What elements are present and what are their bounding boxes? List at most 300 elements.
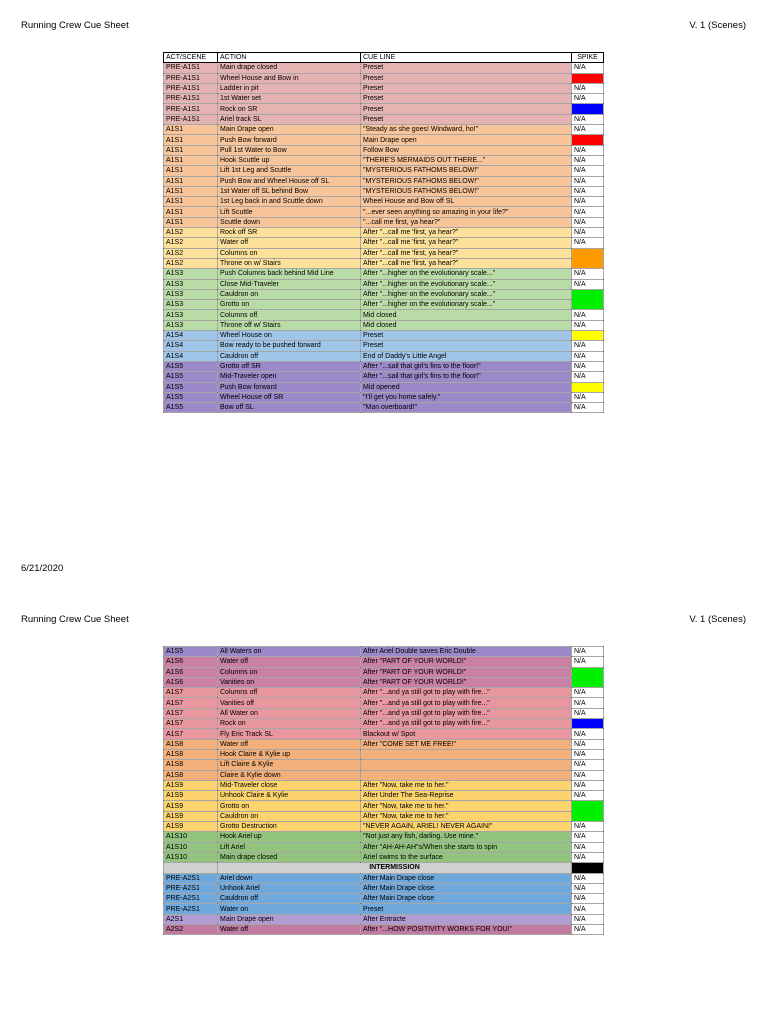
cue-line-cell: Preset: [361, 331, 572, 341]
cue-line-cell: After "...and ya still got to play with fire...": [361, 719, 572, 729]
action-cell: Hook Ariel up: [218, 832, 361, 842]
action-cell: Columns off: [218, 310, 361, 320]
cue-line-cell: After "...and ya still got to play with fire...": [361, 688, 572, 698]
spike-cell: N/A: [572, 749, 604, 759]
spike-cell: N/A: [572, 894, 604, 904]
spike-cell: N/A: [572, 791, 604, 801]
cue-line-cell: Preset: [361, 114, 572, 124]
cue-line-cell: After "Now, take me to her.": [361, 801, 572, 811]
cue-line-cell: "Man overboard!": [361, 403, 572, 413]
scene-cell: PRE-A1S1: [164, 104, 218, 114]
action-cell: Columns on: [218, 248, 361, 258]
scene-cell: PRE-A2S1: [164, 883, 218, 893]
table-row: [164, 258, 604, 268]
scene-cell: A1S8: [164, 739, 218, 749]
scene-cell: A1S1: [164, 145, 218, 155]
spike-cell: [572, 719, 604, 729]
scene-cell: PRE-A2S1: [164, 894, 218, 904]
cue-line-cell: Preset: [361, 341, 572, 351]
scene-cell: A1S5: [164, 372, 218, 382]
action-cell: Water off: [218, 657, 361, 667]
spike-cell: N/A: [572, 361, 604, 371]
page-date: 6/21/2020: [21, 563, 64, 574]
cue-line-cell: "Not just any fish, darling. Use mine.": [361, 832, 572, 842]
scene-cell: A1S7: [164, 698, 218, 708]
spike-cell: [572, 248, 604, 269]
cue-line-cell: "I'll get you home safely.": [361, 392, 572, 402]
action-cell: 1st Leg back in and Scuttle down: [218, 197, 361, 207]
table-row: [164, 739, 604, 749]
cue-line-cell: "...ever seen anything so amazing in your life?": [361, 207, 572, 217]
cue-table-page-2: [163, 646, 604, 935]
spike-cell: N/A: [572, 708, 604, 718]
table-row: [164, 217, 604, 227]
table-row: [164, 176, 604, 186]
cue-line-cell: After "...call me 'first, ya hear?": [361, 228, 572, 238]
table-row: [164, 677, 604, 687]
spike-cell: N/A: [572, 125, 604, 135]
table-row: [164, 719, 604, 729]
action-cell: Lift Scuttle: [218, 207, 361, 217]
header-act-scene: ACT/SCENE: [164, 53, 218, 63]
scene-cell: A1S7: [164, 708, 218, 718]
action-cell: Main drape closed: [218, 63, 361, 73]
scene-cell: A1S4: [164, 351, 218, 361]
table-row: [164, 842, 604, 852]
header-action: ACTION: [218, 53, 361, 63]
scene-cell: PRE-A1S1: [164, 73, 218, 83]
scene-cell: A1S1: [164, 176, 218, 186]
action-cell: Columns off: [218, 688, 361, 698]
spike-cell: N/A: [572, 279, 604, 289]
scene-cell: A1S3: [164, 300, 218, 310]
cue-line-cell: After Main Drape close: [361, 873, 572, 883]
cue-line-cell: [361, 770, 572, 780]
action-cell: Grotto on: [218, 801, 361, 811]
scene-cell: A1S9: [164, 822, 218, 832]
scene-cell: PRE-A1S1: [164, 63, 218, 73]
action-cell: Cauldron off: [218, 894, 361, 904]
scene-cell: A1S9: [164, 811, 218, 821]
spike-cell: [572, 863, 604, 873]
spike-cell: N/A: [572, 207, 604, 217]
cue-line-cell: "MYSTERIOUS FATHOMS BELOW!": [361, 166, 572, 176]
table-row: [164, 320, 604, 330]
action-cell: Push Bow forward: [218, 382, 361, 392]
cue-line-cell: "THERE'S MERMAIDS OUT THERE...": [361, 155, 572, 165]
spike-cell: N/A: [572, 392, 604, 402]
cue-line-cell: After "PART OF YOUR WORLD!": [361, 677, 572, 687]
table-row: [164, 104, 604, 114]
table-row: [164, 197, 604, 207]
action-cell: 1st Water off SL behind Bow: [218, 186, 361, 196]
scene-cell: A1S8: [164, 760, 218, 770]
table-row: [164, 310, 604, 320]
cue-line-cell: After "...sail that girl's fins to the floor!": [361, 361, 572, 371]
spike-cell: N/A: [572, 925, 604, 935]
table-row: [164, 341, 604, 351]
table-row: [164, 647, 604, 657]
action-cell: Wheel House on: [218, 331, 361, 341]
action-cell: Mid-Traveler close: [218, 780, 361, 790]
spike-cell: N/A: [572, 698, 604, 708]
action-cell: Pull 1st Water to Bow: [218, 145, 361, 155]
table-row: [164, 760, 604, 770]
action-cell: All Water on: [218, 708, 361, 718]
scene-cell: A2S2: [164, 925, 218, 935]
table-row: [164, 791, 604, 801]
spike-cell: [572, 104, 604, 114]
spike-cell: N/A: [572, 657, 604, 667]
action-cell: Water off: [218, 238, 361, 248]
cue-line-cell: After "Now, take me to her.": [361, 811, 572, 821]
action-cell: Push Bow forward: [218, 135, 361, 145]
page-header-1: [0, 20, 768, 34]
cue-line-cell: Preset: [361, 73, 572, 83]
spike-cell: N/A: [572, 155, 604, 165]
cue-line-cell: Mid closed: [361, 320, 572, 330]
spike-cell: N/A: [572, 238, 604, 248]
table-row: [164, 145, 604, 155]
spike-cell: [572, 382, 604, 392]
cue-line-cell: Mid closed: [361, 310, 572, 320]
scene-cell: A1S6: [164, 667, 218, 677]
action-cell: Wheel House off SR: [218, 392, 361, 402]
action-cell: Main Drape open: [218, 125, 361, 135]
action-cell: Cauldron on: [218, 811, 361, 821]
cue-line-cell: Wheel House and Bow off SL: [361, 197, 572, 207]
spike-cell: N/A: [572, 873, 604, 883]
sheet-version: V. 1 (Scenes): [689, 614, 746, 625]
action-cell: Grotto off SR: [218, 361, 361, 371]
cue-line-cell: After "PART OF YOUR WORLD!": [361, 667, 572, 677]
action-cell: All Waters on: [218, 647, 361, 657]
spike-cell: N/A: [572, 904, 604, 914]
table-row: [164, 698, 604, 708]
table-header-row: [164, 53, 604, 63]
spike-cell: N/A: [572, 822, 604, 832]
scene-cell: A1S3: [164, 269, 218, 279]
scene-cell: A1S1: [164, 166, 218, 176]
spike-cell: N/A: [572, 197, 604, 207]
spike-cell: N/A: [572, 145, 604, 155]
spike-cell: N/A: [572, 166, 604, 176]
cue-line-cell: Mid opened: [361, 382, 572, 392]
intermission-label: INTERMISSION: [218, 863, 572, 873]
action-cell: Ariel down: [218, 873, 361, 883]
page-header-2: [0, 614, 768, 628]
scene-cell: PRE-A2S1: [164, 904, 218, 914]
cue-line-cell: End of Daddy's Little Angel: [361, 351, 572, 361]
table-row: [164, 372, 604, 382]
action-cell: Push Bow and Wheel House off SL: [218, 176, 361, 186]
scene-cell: A1S2: [164, 248, 218, 258]
action-cell: Vanities off: [218, 698, 361, 708]
scene-cell: A1S1: [164, 186, 218, 196]
table-row: [164, 63, 604, 73]
table-row: [164, 883, 604, 893]
action-cell: Throne on w/ Stairs: [218, 258, 361, 268]
spike-cell: N/A: [572, 341, 604, 351]
spike-cell: N/A: [572, 186, 604, 196]
cue-line-cell: "MYSTERIOUS FATHOMS BELOW!": [361, 186, 572, 196]
scene-cell: A1S10: [164, 852, 218, 862]
action-cell: Ladder in pit: [218, 83, 361, 93]
cue-line-cell: After "...call me 'first, ya hear?": [361, 248, 572, 258]
spike-cell: N/A: [572, 832, 604, 842]
action-cell: Lift 1st Leg and Scuttle: [218, 166, 361, 176]
table-row: [164, 83, 604, 93]
action-cell: Grotto on: [218, 300, 361, 310]
action-cell: Main Drape open: [218, 914, 361, 924]
cue-line-cell: After Main Drape close: [361, 883, 572, 893]
action-cell: Water on: [218, 904, 361, 914]
spike-cell: N/A: [572, 320, 604, 330]
scene-cell: A1S1: [164, 155, 218, 165]
table-row: [164, 801, 604, 811]
scene-cell: A1S1: [164, 135, 218, 145]
scene-cell: A1S2: [164, 238, 218, 248]
scene-cell: A1S1: [164, 125, 218, 135]
action-cell: Water off: [218, 739, 361, 749]
action-cell: Scuttle down: [218, 217, 361, 227]
table-row: [164, 238, 604, 248]
action-cell: 1st Water set: [218, 94, 361, 104]
table-row: [164, 300, 604, 310]
scene-cell: A1S1: [164, 197, 218, 207]
spike-cell: N/A: [572, 94, 604, 104]
action-cell: Columns on: [218, 667, 361, 677]
spike-cell: N/A: [572, 647, 604, 657]
scene-cell: A1S2: [164, 258, 218, 268]
cue-line-cell: After Entracte: [361, 914, 572, 924]
table-row: [164, 780, 604, 790]
cue-line-cell: "MYSTERIOUS FATHOMS BELOW!": [361, 176, 572, 186]
spike-cell: N/A: [572, 403, 604, 413]
scene-cell: A1S7: [164, 719, 218, 729]
spike-cell: N/A: [572, 729, 604, 739]
spike-cell: N/A: [572, 228, 604, 238]
scene-cell: A1S4: [164, 331, 218, 341]
table-row: [164, 351, 604, 361]
spike-cell: N/A: [572, 760, 604, 770]
scene-cell: A1S3: [164, 279, 218, 289]
action-cell: Rock off SR: [218, 228, 361, 238]
spike-cell: N/A: [572, 688, 604, 698]
table-row: [164, 770, 604, 780]
table-row: [164, 155, 604, 165]
spike-cell: N/A: [572, 351, 604, 361]
scene-cell: A1S9: [164, 791, 218, 801]
table-row: [164, 925, 604, 935]
scene-cell: A1S3: [164, 320, 218, 330]
spike-cell: N/A: [572, 852, 604, 862]
action-cell: Rock on: [218, 719, 361, 729]
table-row: [164, 207, 604, 217]
cue-line-cell: After "...higher on the evolutionary scale...": [361, 269, 572, 279]
scene-cell: A1S3: [164, 310, 218, 320]
action-cell: Lift Claire & Kylie: [218, 760, 361, 770]
cue-line-cell: "...call me first, ya hear?": [361, 217, 572, 227]
cue-line-cell: After "...sail that girl's fins to the floor!": [361, 372, 572, 382]
table-row: [164, 248, 604, 258]
table-row: [164, 186, 604, 196]
spike-cell: N/A: [572, 114, 604, 124]
action-cell: Ariel track SL: [218, 114, 361, 124]
header-spike: SPIKE: [572, 53, 604, 63]
scene-cell: A1S3: [164, 289, 218, 299]
scene-cell: A1S8: [164, 770, 218, 780]
spike-cell: N/A: [572, 780, 604, 790]
cue-line-cell: Ariel swims to the surface: [361, 852, 572, 862]
cue-line-cell: After "...call me 'first, ya hear?": [361, 258, 572, 268]
table-row: [164, 392, 604, 402]
table-row: [164, 73, 604, 83]
scene-cell: A1S6: [164, 677, 218, 687]
spike-cell: N/A: [572, 217, 604, 227]
sheet-title: Running Crew Cue Sheet: [21, 614, 129, 625]
spike-cell: N/A: [572, 83, 604, 93]
cue-line-cell: After "...and ya still got to play with fire...": [361, 708, 572, 718]
spike-cell: N/A: [572, 63, 604, 73]
cue-line-cell: After "PART OF YOUR WORLD!": [361, 657, 572, 667]
spike-cell: [572, 289, 604, 310]
action-cell: Hook Scuttle up: [218, 155, 361, 165]
cue-line-cell: After Under The Sea-Reprise: [361, 791, 572, 801]
table-row: [164, 688, 604, 698]
cue-line-cell: After "...higher on the evolutionary scale...": [361, 279, 572, 289]
action-cell: Unhook Claire & Kylie: [218, 791, 361, 801]
scene-cell: A1S10: [164, 832, 218, 842]
header-cue-line: CUE LINE: [361, 53, 572, 63]
scene-cell: A1S7: [164, 688, 218, 698]
action-cell: Bow ready to be pushed forward: [218, 341, 361, 351]
cue-line-cell: After "...HOW POSITIVITY WORKS FOR YOU!": [361, 925, 572, 935]
action-cell: Claire & Kylie down: [218, 770, 361, 780]
table-row: [164, 289, 604, 299]
cue-line-cell: After "...and ya still got to play with fire...": [361, 698, 572, 708]
table-row: [164, 279, 604, 289]
action-cell: Fly Eric Track SL: [218, 729, 361, 739]
table-row: [164, 729, 604, 739]
action-cell: Water off: [218, 925, 361, 935]
spike-cell: N/A: [572, 883, 604, 893]
spike-cell: N/A: [572, 770, 604, 780]
action-cell: Wheel House and Bow in: [218, 73, 361, 83]
spike-cell: N/A: [572, 914, 604, 924]
cue-line-cell: Preset: [361, 83, 572, 93]
cue-line-cell: "NEVER AGAIN, ARIEL! NEVER AGAIN!": [361, 822, 572, 832]
action-cell: Lift Ariel: [218, 842, 361, 852]
table-row: [164, 114, 604, 124]
spike-cell: N/A: [572, 269, 604, 279]
cue-line-cell: Preset: [361, 63, 572, 73]
scene-cell: A1S9: [164, 801, 218, 811]
table-row: [164, 125, 604, 135]
action-cell: Bow off SL: [218, 403, 361, 413]
scene-cell: A1S1: [164, 207, 218, 217]
scene-cell: A2S1: [164, 914, 218, 924]
scene-cell: A1S7: [164, 729, 218, 739]
table-row: [164, 94, 604, 104]
cue-line-cell: After Ariel Double saves Eric Double: [361, 647, 572, 657]
spike-cell: [572, 331, 604, 341]
scene-cell: PRE-A1S1: [164, 114, 218, 124]
table-row: [164, 331, 604, 341]
action-cell: Mid-Traveler open: [218, 372, 361, 382]
cue-line-cell: After "...call me 'first, ya hear?": [361, 238, 572, 248]
table-row: [164, 852, 604, 862]
spike-cell: N/A: [572, 842, 604, 852]
spike-cell: [572, 73, 604, 83]
cue-line-cell: [361, 760, 572, 770]
spike-cell: N/A: [572, 372, 604, 382]
spike-cell: [572, 667, 604, 688]
action-cell: Throne off w/ Stairs: [218, 320, 361, 330]
scene-cell: A1S5: [164, 382, 218, 392]
cue-line-cell: Follow Bow: [361, 145, 572, 155]
scene-cell: PRE-A1S1: [164, 83, 218, 93]
table-row: [164, 135, 604, 145]
cue-line-cell: After "Now, take me to her.": [361, 780, 572, 790]
action-cell: Cauldron off: [218, 351, 361, 361]
scene-cell: A1S5: [164, 392, 218, 402]
scene-cell: A1S4: [164, 341, 218, 351]
table-row: [164, 657, 604, 667]
sheet-version: V. 1 (Scenes): [689, 20, 746, 31]
table-row: [164, 269, 604, 279]
table-row: [164, 403, 604, 413]
table-row: [164, 811, 604, 821]
cue-line-cell: After "AH-AH-AH"s/When she starts to spin: [361, 842, 572, 852]
scene-cell: A1S5: [164, 647, 218, 657]
scene-cell: A1S1: [164, 217, 218, 227]
cue-line-cell: Blackout w/ Spot: [361, 729, 572, 739]
table-row: [164, 382, 604, 392]
action-cell: Push Columns back behind Mid Line: [218, 269, 361, 279]
cue-rows-page-1: [164, 63, 604, 413]
table-row: [164, 361, 604, 371]
action-cell: Main drape closed: [218, 852, 361, 862]
cue-line-cell: Main Drape open: [361, 135, 572, 145]
spike-cell: N/A: [572, 739, 604, 749]
action-cell: Vanities on: [218, 677, 361, 687]
scene-cell: [164, 863, 218, 873]
cue-table-page-1: [163, 52, 604, 413]
spike-cell: [572, 135, 604, 145]
action-cell: Hook Claire & Kylie up: [218, 749, 361, 759]
cue-line-cell: Preset: [361, 904, 572, 914]
scene-cell: A1S8: [164, 749, 218, 759]
cue-line-cell: "Steady as she goes! Windward, ho!": [361, 125, 572, 135]
table-row: [164, 863, 604, 873]
scene-cell: A1S5: [164, 361, 218, 371]
table-row: [164, 832, 604, 842]
action-cell: Close Mid-Traveler: [218, 279, 361, 289]
action-cell: Rock on SR: [218, 104, 361, 114]
scene-cell: A1S6: [164, 657, 218, 667]
scene-cell: A1S5: [164, 403, 218, 413]
action-cell: Cauldron on: [218, 289, 361, 299]
table-row: [164, 873, 604, 883]
action-cell: Grotto Destruction: [218, 822, 361, 832]
table-row: [164, 228, 604, 238]
table-row: [164, 749, 604, 759]
cue-line-cell: After "...higher on the evolutionary scale...": [361, 289, 572, 299]
scene-cell: A1S10: [164, 842, 218, 852]
table-row: [164, 667, 604, 677]
spike-cell: N/A: [572, 310, 604, 320]
